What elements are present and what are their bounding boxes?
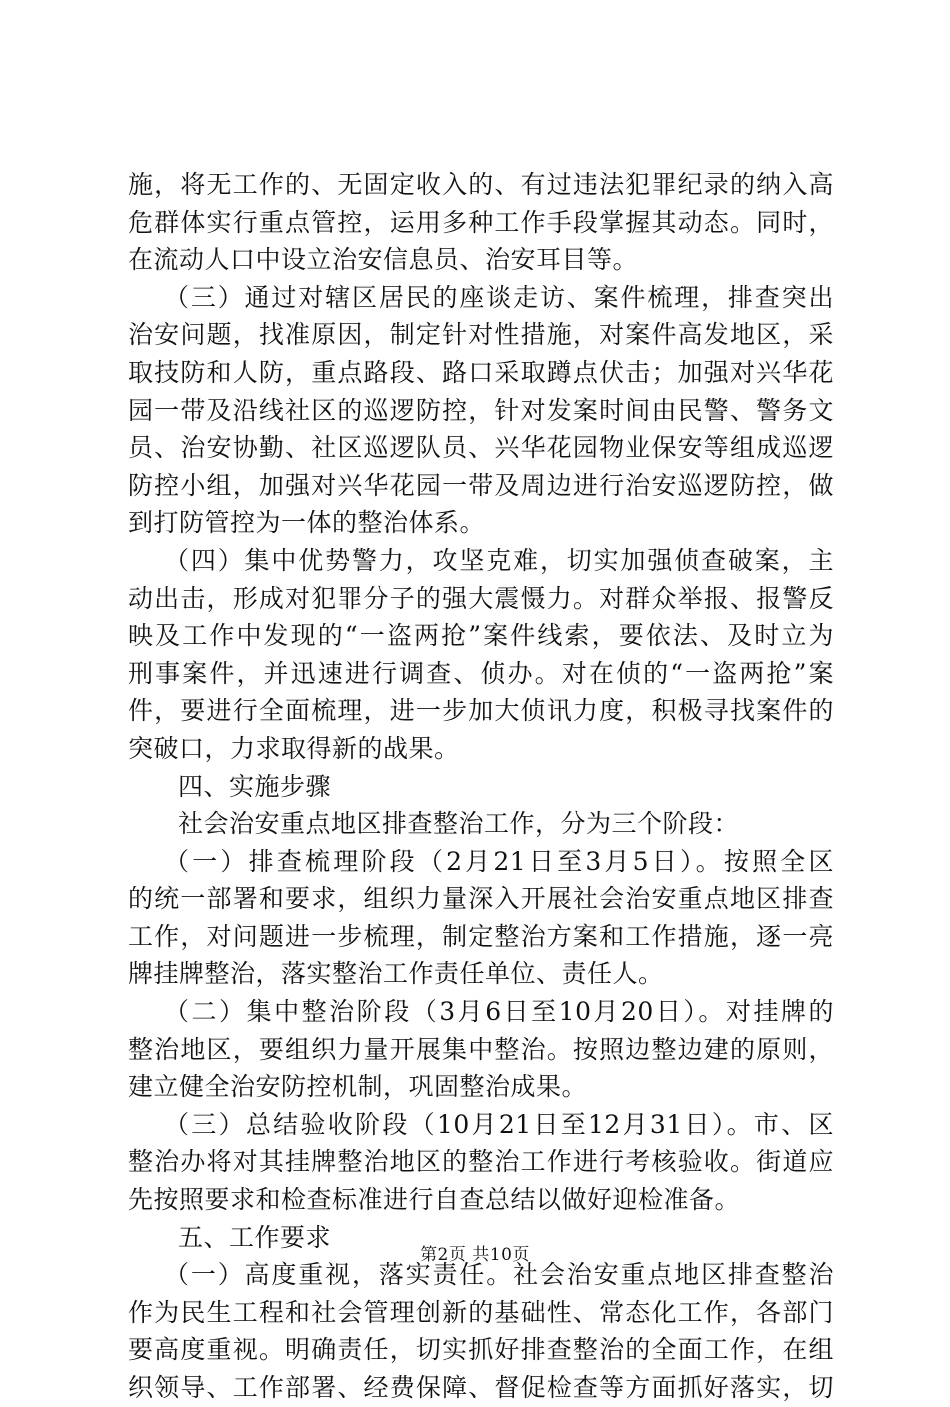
text-line: 整治办将对其挂牌整治地区的整治工作进行考核验收。街道应 <box>128 1147 834 1177</box>
text-line: 五、工作要求 <box>178 1222 332 1252</box>
text-line: 四、实施步骤 <box>178 771 332 801</box>
text-line: 施，将无工作的、无固定收入的、有过违法犯罪纪录的纳入高 <box>128 170 834 199</box>
text-line: 突破口，力求取得新的战果。 <box>128 733 460 763</box>
text-line: （三）通过对辖区居民的座谈走访、案件梳理，排查突出 <box>164 282 834 312</box>
text-line: 在流动人口中设立治安信息员、治安耳目等。 <box>128 245 639 275</box>
text-line: 整治地区，要组织力量开展集中整治。按照边整边建的原则， <box>128 1034 834 1064</box>
text-line: （二）集中整治阶段（3月6日至10月20日）。对挂牌的 <box>164 997 834 1027</box>
text-line: 映及工作中发现的“一盗两抢”案件线索，要依法、及时立为 <box>128 621 834 651</box>
text-line: 牌挂牌整治，落实整治工作责任单位、责任人。 <box>128 959 664 989</box>
text-line: 要高度重视。明确责任，切实抓好排查整治的全面工作，在组 <box>128 1335 834 1365</box>
text-line: 工作，对问题进一步梳理，制定整治方案和工作措施，逐一亮 <box>128 921 834 951</box>
text-line: 到打防管控为一体的整治体系。 <box>128 508 486 538</box>
text-line: （四）集中优势警力，攻坚克难，切实加强侦查破案，主 <box>164 545 834 575</box>
text-line: （三）总结验收阶段（10月21日至12月31日）。市、区 <box>164 1109 834 1139</box>
text-line: 的统一部署和要求，组织力量深入开展社会治安重点地区排查 <box>128 884 834 914</box>
text-line: 织领导、工作部署、经费保障、督促检查等方面抓好落实，切 <box>128 1373 834 1402</box>
text-line: 动出击，形成对犯罪分子的强大震慑力。对群众举报、报警反 <box>128 583 834 613</box>
text-line: 件，要进行全面梳理，进一步加大侦讯力度，积极寻找案件的 <box>128 696 834 726</box>
page-number-footer: 第2页 共10页 <box>420 1245 530 1265</box>
text-line: 危群体实行重点管控，运用多种工作手段掌握其动态。同时， <box>128 207 834 237</box>
text-line: （一）高度重视，落实责任。社会治安重点地区排查整治 <box>164 1260 834 1290</box>
text-line: 园一带及沿线社区的巡逻防控，针对发案时间由民警、警务文 <box>128 395 834 425</box>
text-line: 建立健全治安防控机制，巩固整治成果。 <box>128 1072 588 1102</box>
text-line: 作为民生工程和社会管理创新的基础性、常态化工作，各部门 <box>128 1297 834 1327</box>
text-line: 刑事案件，并迅速进行调查、侦办。对在侦的“一盗两抢”案 <box>128 658 834 688</box>
text-line: 社会治安重点地区排查整治工作，分为三个阶段： <box>178 809 740 839</box>
text-line: 治安问题，找准原因，制定针对性措施，对案件高发地区，采 <box>128 320 834 350</box>
text-line: 取技防和人防，重点路段、路口采取蹲点伏击；加强对兴华花 <box>128 357 834 387</box>
text-line: 防控小组，加强对兴华花园一带及周边进行治安巡逻防控，做 <box>128 470 834 500</box>
text-line: 先按照要求和检查标准进行自查总结以做好迎检准备。 <box>128 1185 741 1215</box>
text-line: （一）排查梳理阶段（2月21日至3月5日）。按照全区 <box>164 846 834 876</box>
document-body <box>128 166 834 1407</box>
text-line: 员、治安协勤、社区巡逻队员、兴华花园物业保安等组成巡逻 <box>128 433 834 463</box>
